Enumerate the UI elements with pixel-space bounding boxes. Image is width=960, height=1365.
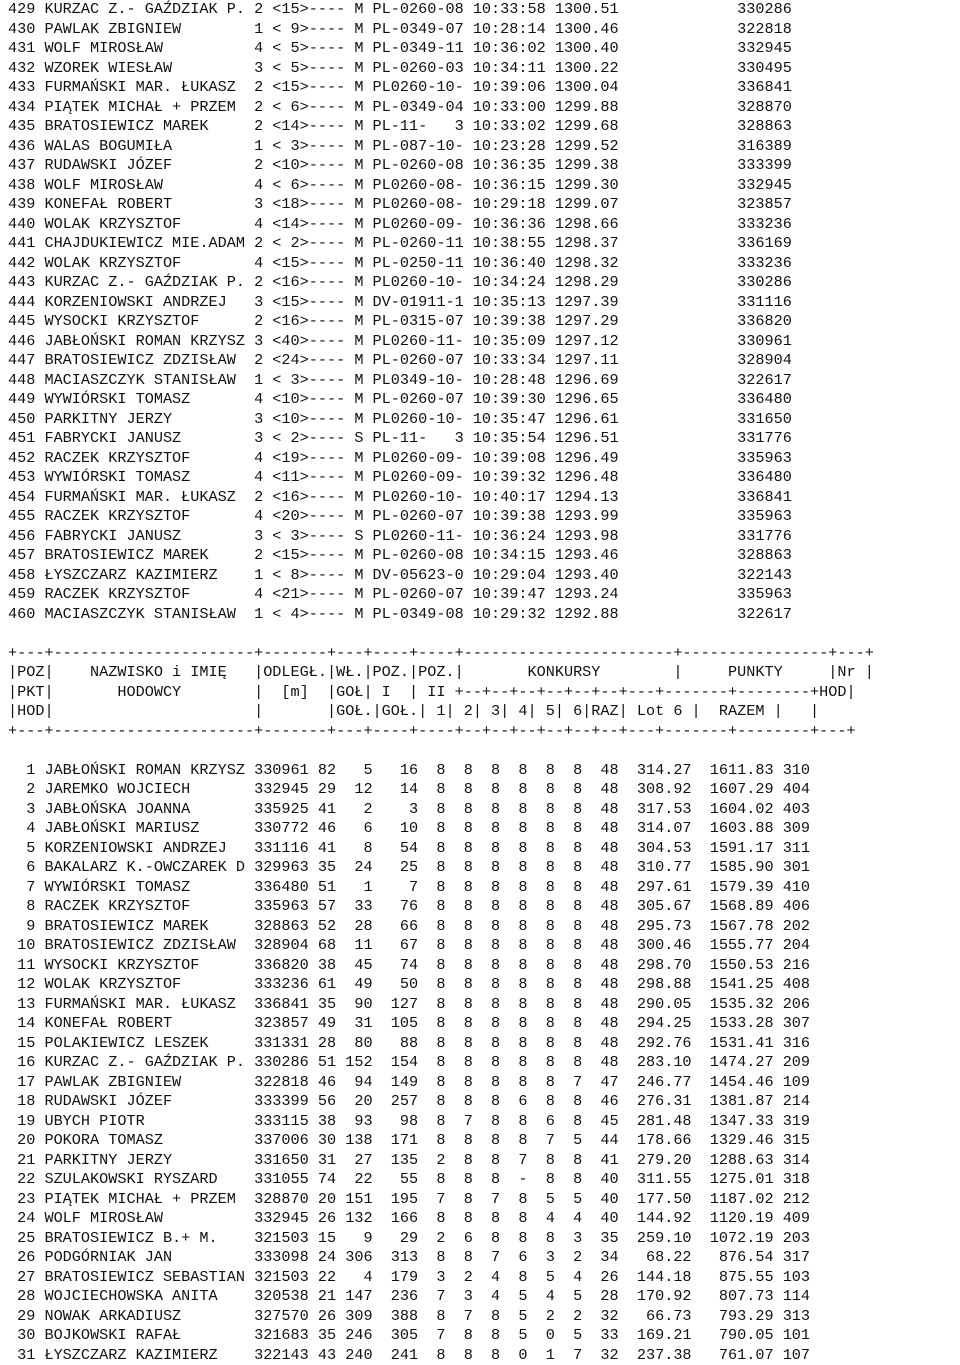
table-header-line: +---+----------------------+-------+---+----+----+-----------------------+----------------+---+ (8, 644, 874, 664)
table-row: 26 PODGÓRNIAK JAN 333098 24 306 313 8 8 7 6 3 2 34 68.22 876.54 317 (8, 1248, 874, 1268)
result-row: 450 PARKITNY JERZY 3 <10>---- M PL0260-10- 10:35:47 1296.61 331650 (8, 410, 874, 430)
result-row: 446 JABŁOŃSKI ROMAN KRZYSZ 3 <40>---- M PL0260-11- 10:35:09 1297.12 330961 (8, 332, 874, 352)
result-row: 435 BRATOSIEWICZ MAREK 2 <14>---- M PL-11- 3 10:33:02 1299.68 328863 (8, 117, 874, 137)
section-gap (8, 741, 874, 761)
flight-results-list (8, 0, 874, 624)
table-row: 25 BRATOSIEWICZ B.+ M. 321503 15 9 29 2 6 8 8 8 3 35 259.10 1072.19 203 (8, 1229, 874, 1249)
table-row: 29 NOWAK ARKADIUSZ 327570 26 309 388 8 7 8 5 2 2 32 66.73 793.29 313 (8, 1307, 874, 1327)
result-row: 453 WYWIÓRSKI TOMASZ 4 <11>---- M PL0260-09- 10:39:32 1296.48 336480 (8, 468, 874, 488)
result-row: 457 BRATOSIEWICZ MAREK 2 <15>---- M PL-0260-08 10:34:15 1293.46 328863 (8, 546, 874, 566)
table-row: 30 BOJKOWSKI RAFAŁ 321683 35 246 305 7 8 8 5 0 5 33 169.21 790.05 101 (8, 1326, 874, 1346)
table-row: 11 WYSOCKI KRZYSZTOF 336820 38 45 74 8 8 8 8 8 8 48 298.70 1550.53 216 (8, 956, 874, 976)
table-row: 15 POLAKIEWICZ LESZEK 331331 28 80 88 8 8 8 8 8 8 48 292.76 1531.41 316 (8, 1034, 874, 1054)
table-row: 2 JAREMKO WOJCIECH 332945 29 12 14 8 8 8 8 8 8 48 308.92 1607.29 404 (8, 780, 874, 800)
table-row: 18 RUDAWSKI JÓZEF 333399 56 20 257 8 8 8 6 8 8 46 276.31 1381.87 214 (8, 1092, 874, 1112)
results-document (8, 0, 874, 1365)
result-row: 451 FABRYCKI JANUSZ 3 < 2>---- S PL-11- 3 10:35:54 1296.51 331776 (8, 429, 874, 449)
result-row: 436 WALAS BOGUMIŁA 1 < 3>---- M PL-087-10- 10:23:28 1299.52 316389 (8, 137, 874, 157)
table-row: 6 BAKALARZ K.-OWCZAREK D 329963 35 24 25 8 8 8 8 8 8 48 310.77 1585.90 301 (8, 858, 874, 878)
table-row: 31 ŁYSZCZARZ KAZIMIERZ 322143 43 240 241 8 8 8 0 1 7 32 237.38 761.07 107 (8, 1346, 874, 1365)
table-row: 4 JABŁOŃSKI MARIUSZ 330772 46 6 10 8 8 8 8 8 8 48 314.07 1603.88 309 (8, 819, 874, 839)
table-row: 19 UBYCH PIOTR 333115 38 93 98 8 7 8 8 6 8 45 281.48 1347.33 319 (8, 1112, 874, 1132)
result-row: 445 WYSOCKI KRZYSZTOF 2 <16>---- M PL-0315-07 10:39:38 1297.29 336820 (8, 312, 874, 332)
result-row: 429 KURZAC Z.- GAŹDZIAK P. 2 <15>---- M PL-0260-08 10:33:58 1300.51 330286 (8, 0, 874, 20)
table-row: 3 JABŁOŃSKA JOANNA 335925 41 2 3 8 8 8 8 8 8 48 317.53 1604.02 403 (8, 800, 874, 820)
table-header-line: +---+----------------------+-------+---+----+----+--+--+--+--+--+--+---+-------+--------+---+ (8, 722, 874, 742)
table-row: 23 PIĄTEK MICHAŁ + PRZEM 328870 20 151 195 7 8 7 8 5 5 40 177.50 1187.02 212 (8, 1190, 874, 1210)
table-row: 13 FURMAŃSKI MAR. ŁUKASZ 336841 35 90 127 8 8 8 8 8 8 48 290.05 1535.32 206 (8, 995, 874, 1015)
result-row: 433 FURMAŃSKI MAR. ŁUKASZ 2 <15>---- M PL0260-10- 10:39:06 1300.04 336841 (8, 78, 874, 98)
ranking-table-body (8, 761, 874, 1365)
result-row: 434 PIĄTEK MICHAŁ + PRZEM 2 < 6>---- M PL-0349-04 10:33:00 1299.88 328870 (8, 98, 874, 118)
table-row: 27 BRATOSIEWICZ SEBASTIAN 321503 22 4 179 3 2 4 8 5 4 26 144.18 875.55 103 (8, 1268, 874, 1288)
result-row: 438 WOLF MIROSŁAW 4 < 6>---- M PL0260-08- 10:36:15 1299.30 332945 (8, 176, 874, 196)
result-row: 444 KORZENIOWSKI ANDRZEJ 3 <15>---- M DV-01911-1 10:35:13 1297.39 331116 (8, 293, 874, 313)
result-row: 440 WOLAK KRZYSZTOF 4 <14>---- M PL0260-09- 10:36:36 1298.66 333236 (8, 215, 874, 235)
table-row: 21 PARKITNY JERZY 331650 31 27 135 2 8 8 7 8 8 41 279.20 1288.63 314 (8, 1151, 874, 1171)
table-row: 12 WOLAK KRZYSZTOF 333236 61 49 50 8 8 8 8 8 8 48 298.88 1541.25 408 (8, 975, 874, 995)
table-row: 9 BRATOSIEWICZ MAREK 328863 52 28 66 8 8 8 8 8 8 48 295.73 1567.78 202 (8, 917, 874, 937)
result-row: 437 RUDAWSKI JÓZEF 2 <10>---- M PL-0260-08 10:36:35 1299.38 333399 (8, 156, 874, 176)
table-row: 16 KURZAC Z.- GAŹDZIAK P. 330286 51 152 154 8 8 8 8 8 8 48 283.10 1474.27 209 (8, 1053, 874, 1073)
table-row: 5 KORZENIOWSKI ANDRZEJ 331116 41 8 54 8 8 8 8 8 8 48 304.53 1591.17 311 (8, 839, 874, 859)
table-row: 22 SZULAKOWSKI RYSZARD 331055 74 22 55 8 8 8 - 8 8 40 311.55 1275.01 318 (8, 1170, 874, 1190)
table-row: 14 KONEFAŁ ROBERT 323857 49 31 105 8 8 8 8 8 8 48 294.25 1533.28 307 (8, 1014, 874, 1034)
result-row: 430 PAWLAK ZBIGNIEW 1 < 9>---- M PL-0349-07 10:28:14 1300.46 322818 (8, 20, 874, 40)
result-row: 452 RACZEK KRZYSZTOF 4 <19>---- M PL0260-09- 10:39:08 1296.49 335963 (8, 449, 874, 469)
section-gap (8, 624, 874, 644)
table-row: 17 PAWLAK ZBIGNIEW 322818 46 94 149 8 8 8 8 8 7 47 246.77 1454.46 109 (8, 1073, 874, 1093)
ranking-table-header (8, 644, 874, 742)
table-header-line: |HOD| | |GOŁ.|GOŁ.| 1| 2| 3| 4| 5| 6|RAZ| Lot 6 | RAZEM | | (8, 702, 874, 722)
result-row: 449 WYWIÓRSKI TOMASZ 4 <10>---- M PL-0260-07 10:39:30 1296.65 336480 (8, 390, 874, 410)
result-row: 456 FABRYCKI JANUSZ 3 < 3>---- S PL0260-11- 10:36:24 1293.98 331776 (8, 527, 874, 547)
result-row: 441 CHAJDUKIEWICZ MIE.ADAM 2 < 2>---- M PL-0260-11 10:38:55 1298.37 336169 (8, 234, 874, 254)
result-row: 460 MACIASZCZYK STANISŁAW 1 < 4>---- M PL-0349-08 10:29:32 1292.88 322617 (8, 605, 874, 625)
table-row: 20 POKORA TOMASZ 337006 30 138 171 8 8 8 8 7 5 44 178.66 1329.46 315 (8, 1131, 874, 1151)
table-row: 8 RACZEK KRZYSZTOF 335963 57 33 76 8 8 8 8 8 8 48 305.67 1568.89 406 (8, 897, 874, 917)
result-row: 459 RACZEK KRZYSZTOF 4 <21>---- M PL-0260-07 10:39:47 1293.24 335963 (8, 585, 874, 605)
result-row: 447 BRATOSIEWICZ ZDZISŁAW 2 <24>---- M PL-0260-07 10:33:34 1297.11 328904 (8, 351, 874, 371)
result-row: 431 WOLF MIROSŁAW 4 < 5>---- M PL-0349-11 10:36:02 1300.40 332945 (8, 39, 874, 59)
table-header-line: |PKT| HODOWCY | [m] |GOŁ| I | II +--+--+--+--+--+--+---+-------+--------+HOD| (8, 683, 874, 703)
table-row: 28 WOJCIECHOWSKA ANITA 320538 21 147 236 7 3 4 5 4 5 28 170.92 807.73 114 (8, 1287, 874, 1307)
table-row: 10 BRATOSIEWICZ ZDZISŁAW 328904 68 11 67 8 8 8 8 8 8 48 300.46 1555.77 204 (8, 936, 874, 956)
table-header-line: |POZ| NAZWISKO i IMIĘ |ODLEGŁ.|WŁ.|POZ.|POZ.| KONKURSY | PUNKTY |Nr | (8, 663, 874, 683)
result-row: 443 KURZAC Z.- GAŹDZIAK P. 2 <16>---- M PL0260-10- 10:34:24 1298.29 330286 (8, 273, 874, 293)
result-row: 442 WOLAK KRZYSZTOF 4 <15>---- M PL-0250-11 10:36:40 1298.32 333236 (8, 254, 874, 274)
result-row: 432 WZOREK WIESŁAW 3 < 5>---- M PL-0260-03 10:34:11 1300.22 330495 (8, 59, 874, 79)
table-row: 24 WOLF MIROSŁAW 332945 26 132 166 8 8 8 8 4 4 40 144.92 1120.19 409 (8, 1209, 874, 1229)
table-row: 7 WYWIÓRSKI TOMASZ 336480 51 1 7 8 8 8 8 8 8 48 297.61 1579.39 410 (8, 878, 874, 898)
result-row: 448 MACIASZCZYK STANISŁAW 1 < 3>---- M PL0349-10- 10:28:48 1296.69 322617 (8, 371, 874, 391)
result-row: 455 RACZEK KRZYSZTOF 4 <20>---- M PL-0260-07 10:39:38 1293.99 335963 (8, 507, 874, 527)
result-row: 458 ŁYSZCZARZ KAZIMIERZ 1 < 8>---- M DV-05623-0 10:29:04 1293.40 322143 (8, 566, 874, 586)
table-row: 1 JABŁOŃSKI ROMAN KRZYSZ 330961 82 5 16 8 8 8 8 8 8 48 314.27 1611.83 310 (8, 761, 874, 781)
result-row: 439 KONEFAŁ ROBERT 3 <18>---- M PL0260-08- 10:29:18 1299.07 323857 (8, 195, 874, 215)
result-row: 454 FURMAŃSKI MAR. ŁUKASZ 2 <16>---- M PL0260-10- 10:40:17 1294.13 336841 (8, 488, 874, 508)
